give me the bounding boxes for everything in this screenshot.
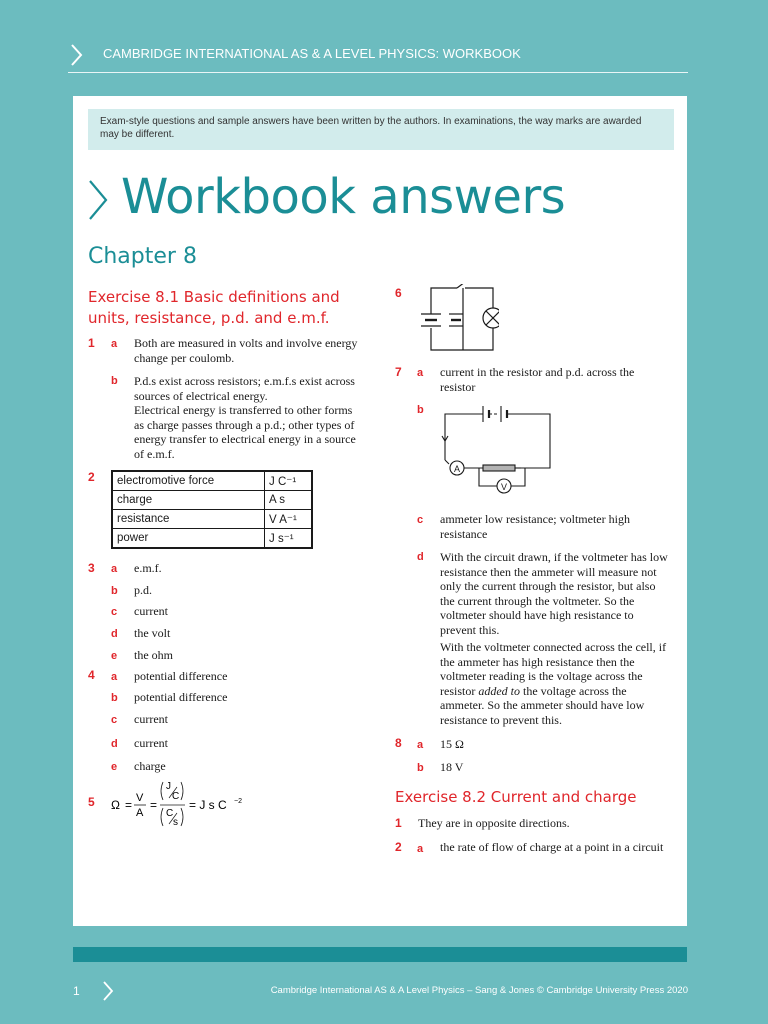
answer-letter: b (111, 692, 118, 704)
formula-j: J (166, 781, 171, 792)
lamp-circuit-diagram (417, 284, 499, 354)
answer-letter: d (111, 738, 118, 750)
answer-letter: a (417, 843, 424, 855)
answer-text (440, 640, 672, 727)
table-row (112, 471, 312, 491)
answer-letter: a (111, 563, 118, 575)
answer-text: 15 Ω (440, 737, 464, 751)
formula-a: A (136, 807, 144, 819)
ammeter-voltmeter-circuit (435, 400, 565, 500)
answer-letter: b (111, 375, 118, 387)
answer-text: the ohm (134, 648, 173, 662)
question-number: 2 (88, 470, 95, 484)
answer-text: current (134, 736, 168, 750)
question-number: 4 (88, 668, 95, 682)
answer-letter: d (111, 628, 118, 640)
table-cell-unit: J s⁻¹ (265, 529, 313, 549)
header-divider (68, 72, 688, 73)
answer-letter: b (111, 585, 118, 597)
question-number: 2 (395, 840, 402, 854)
formula-equals: = (150, 798, 158, 812)
page-number: 1 (73, 984, 80, 998)
answer-letter: b (417, 762, 424, 774)
answer-text: p.d. (134, 583, 152, 597)
question-number: 1 (88, 336, 95, 350)
answer-text: Electrical energy is transferred to other forms as charge passes through a p.d.; other types of energy transfer to electrical energy in a source of e.m.f. (134, 403, 356, 461)
page-title: Workbook answers (121, 169, 566, 225)
answer-text-part: With the voltmeter connected across the cell, if the ammeter has high resistance then the voltmeter reading is the voltage across the resistor (440, 640, 667, 698)
formula-v: V (136, 792, 144, 804)
answer-text: charge (134, 759, 166, 773)
answer-text: Both are measured in volts and involve energy change per coulomb. (134, 336, 358, 365)
ammeter-label: A (454, 464, 461, 474)
header-title: CAMBRIDGE INTERNATIONAL AS & A LEVEL PHYSICS: WORKBOOK (103, 46, 521, 61)
question-number: 5 (88, 795, 95, 809)
formula-s: s (173, 817, 178, 828)
emphasis-text: added to (478, 683, 520, 698)
formula-c: C (166, 808, 174, 819)
answer-text: current (134, 712, 168, 726)
answer-letter: c (111, 606, 118, 618)
table-cell-unit: V A⁻¹ (265, 510, 313, 529)
exercise-title-line: Exercise 8.1 Basic definitions and (88, 288, 340, 306)
formula-equals: = (125, 798, 133, 812)
answer-letter: b (417, 404, 424, 416)
units-table (111, 470, 313, 549)
answer-letter: a (417, 367, 424, 379)
answer-letter: c (111, 714, 118, 726)
table-cell-unit: A s (265, 491, 313, 510)
ohm-unit-formula (111, 779, 251, 829)
answer-text: potential difference (134, 690, 228, 704)
table-cell-quantity: electromotive force (112, 471, 265, 491)
formula-exponent: −2 (234, 798, 242, 805)
question-number: 8 (395, 736, 402, 750)
answer-text: current in the resistor and p.d. across the resistor (440, 365, 635, 394)
chevron-right-icon (68, 43, 86, 67)
answer-text: With the circuit drawn, if the voltmeter has low resistance then the ammeter will measure not only the current through the resistor, but also the current through the voltmeter. So the voltmeter should have high resistance to prevent this. (440, 550, 668, 637)
answer-text: current (134, 604, 168, 618)
chevron-right-icon (87, 179, 109, 221)
page-sheet (73, 96, 687, 926)
exercise-8-2-title: Exercise 8.2 Current and charge (395, 788, 637, 806)
formula-c: C (172, 791, 180, 802)
answer-letter: a (111, 338, 118, 350)
answer-letter: a (111, 671, 118, 683)
table-cell-quantity: charge (112, 491, 265, 510)
answer-text: e.m.f. (134, 561, 162, 575)
table-cell-quantity: resistance (112, 510, 265, 529)
formula-result: = J s C (189, 798, 227, 812)
footer-bar (73, 947, 687, 962)
answer-text: P.d.s exist across resistors; e.m.f.s exist across sources of electrical energy. (134, 374, 355, 403)
footer-copyright: Cambridge International AS & A Level Physics – Sang & Jones © Cambridge University Press 2020 (270, 985, 688, 996)
formula-omega: Ω (111, 798, 120, 812)
answer-text: They are in opposite directions. (418, 816, 570, 830)
exercise-8-1-title (88, 287, 340, 329)
next-page-chevron-icon[interactable] (101, 980, 115, 1002)
answer-letter: e (111, 761, 118, 773)
voltmeter-label: V (501, 482, 508, 492)
exercise-title-line: units, resistance, p.d. and e.m.f. (88, 309, 330, 327)
answer-text: potential difference (134, 669, 228, 683)
answer-letter: a (417, 739, 424, 751)
answer-text: the volt (134, 626, 171, 640)
table-row (112, 510, 312, 529)
answer-text-part: the voltage across the ammeter. So the ammeter should have low resistance to prevent this. (440, 683, 645, 727)
table-cell-unit: J C⁻¹ (265, 471, 313, 491)
exam-notice: Exam-style questions and sample answers have been written by the authors. In examinations, the way marks are awarded may be different. (88, 109, 674, 150)
chapter-heading: Chapter 8 (88, 244, 197, 269)
table-row (112, 529, 312, 549)
answer-letter: d (417, 551, 424, 563)
answer-text: 18 V (440, 760, 464, 774)
answer-letter: e (111, 650, 118, 662)
answer-letter: c (417, 514, 424, 526)
answer-text: ammeter low resistance; voltmeter high resistance (440, 512, 630, 541)
question-number: 7 (395, 365, 402, 379)
question-number: 1 (395, 816, 402, 830)
answer-text: the rate of flow of charge at a point in a circuit (440, 840, 664, 854)
question-number: 3 (88, 561, 95, 575)
table-cell-quantity: power (112, 529, 265, 549)
question-number: 6 (395, 286, 402, 300)
table-row (112, 491, 312, 510)
